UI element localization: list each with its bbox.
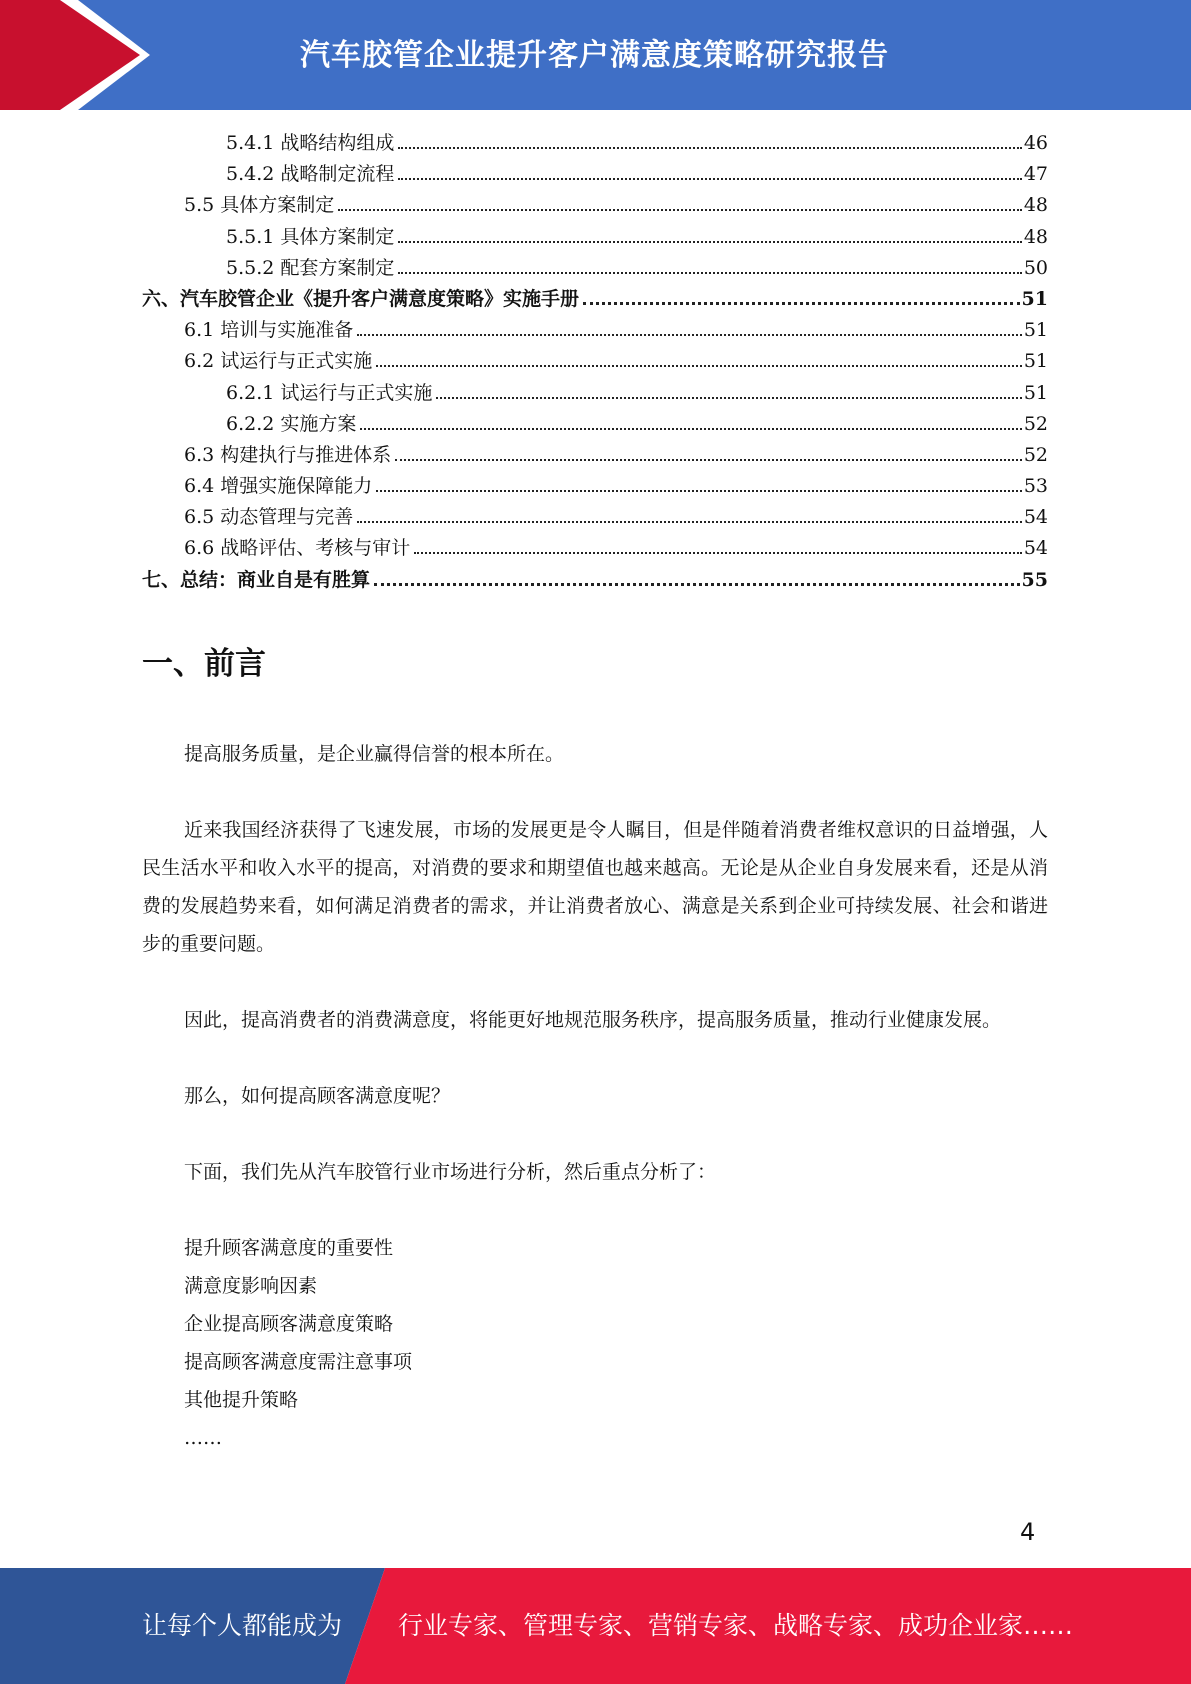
header-arrow-icon: [0, 0, 160, 110]
page-number: 4: [1020, 1518, 1036, 1546]
toc-entry-title: 6.2 试运行与正式实施: [184, 350, 373, 373]
toc-entry-title: 6.1 培训与实施准备: [184, 319, 354, 342]
toc-dot-leader: [338, 209, 1022, 211]
toc-dot-leader: [376, 490, 1022, 492]
toc-entry[interactable]: [142, 346, 1048, 377]
footer-slogan-left: 让每个人都能成为: [142, 1611, 343, 1640]
section-body: [142, 735, 1048, 1457]
toc-entry-title: 6.2.1 试运行与正式实施: [226, 381, 433, 404]
toc-entry-title: 5.5.2 配套方案制定: [226, 256, 395, 279]
footer-slogan-right: 行业专家、管理专家、营销专家、战略专家、成功企业家……: [398, 1611, 1074, 1640]
toc-entry-page: 54: [1023, 506, 1048, 529]
toc-entry-page: 50: [1023, 256, 1048, 279]
page-header: [0, 0, 1191, 110]
toc-entry-page: 46: [1023, 132, 1048, 154]
paragraph: 下面，我们先从汽车胶管行业市场进行分析，然后重点分析了：: [184, 1161, 717, 1183]
toc-entry[interactable]: [142, 565, 1048, 596]
toc-dot-leader: [583, 302, 1020, 305]
toc-entry-page: 54: [1023, 537, 1048, 560]
toc-entry[interactable]: [142, 378, 1048, 409]
toc-entry-title: 七、总结：商业自是有胜算: [142, 568, 371, 591]
analysis-list: [142, 1229, 1048, 1457]
toc-dot-leader: [398, 272, 1021, 274]
toc-entry-page: 48: [1023, 225, 1048, 248]
list-item: 提高顾客满意度需注意事项: [184, 1351, 413, 1373]
toc-entry-page: 48: [1023, 194, 1048, 217]
toc-entry[interactable]: [142, 190, 1048, 221]
toc-entry[interactable]: [142, 159, 1048, 190]
toc-entry-page: 53: [1023, 475, 1048, 498]
toc-entry[interactable]: [142, 440, 1048, 471]
toc-entry[interactable]: [142, 533, 1048, 564]
toc-entry-page: 47: [1023, 163, 1048, 186]
toc-entry-title: 5.5 具体方案制定: [184, 194, 335, 217]
toc-dot-leader: [395, 459, 1022, 461]
toc-entry-title: 6.5 动态管理与完善: [184, 506, 354, 529]
toc-entry-page: 51: [1023, 350, 1048, 373]
section-heading: 一、前言: [142, 646, 266, 682]
table-of-contents: [142, 128, 1048, 596]
toc-entry-title: 六、汽车胶管企业《提升客户满意度策略》实施手册: [142, 287, 580, 310]
toc-entry[interactable]: [142, 471, 1048, 502]
toc-dot-leader: [360, 428, 1021, 430]
toc-entry-title: 5.4.1 战略结构组成: [226, 132, 395, 154]
list-item: 提升顾客满意度的重要性: [184, 1237, 394, 1259]
toc-dot-leader: [374, 583, 1020, 586]
toc-entry[interactable]: [142, 502, 1048, 533]
toc-entry-title: 6.6 战略评估、考核与审计: [184, 537, 411, 560]
toc-entry-page: 51: [1021, 287, 1048, 310]
toc-dot-leader: [398, 178, 1021, 180]
paragraph: 提高服务质量，是企业赢得信誉的根本所在。: [184, 743, 565, 765]
toc-entry-page: 55: [1021, 568, 1048, 591]
toc-entry-title: 6.4 增强实施保障能力: [184, 475, 373, 498]
list-item: ……: [184, 1427, 222, 1449]
toc-dot-leader: [436, 397, 1021, 399]
toc-dot-leader: [398, 147, 1021, 149]
toc-entry-page: 52: [1023, 443, 1048, 466]
toc-entry-page: 52: [1023, 412, 1048, 435]
toc-entry-title: 6.3 构建执行与推进体系: [184, 443, 392, 466]
paragraph: 因此，提高消费者的消费满意度，将能更好地规范服务秩序，提高服务质量，推动行业健康发展。: [184, 1009, 1002, 1031]
toc-entry[interactable]: [142, 315, 1048, 346]
toc-entry[interactable]: [142, 128, 1048, 159]
list-item: 企业提高顾客满意度策略: [184, 1313, 394, 1335]
toc-entry[interactable]: [142, 222, 1048, 253]
toc-dot-leader: [398, 241, 1021, 243]
toc-entry-page: 51: [1023, 319, 1048, 342]
toc-entry[interactable]: [142, 284, 1048, 315]
toc-dot-leader: [357, 521, 1022, 523]
toc-entry-page: 51: [1023, 381, 1048, 404]
page-footer: [0, 1568, 1191, 1684]
toc-dot-leader: [357, 334, 1022, 336]
toc-entry-title: 5.5.1 具体方案制定: [226, 225, 395, 248]
toc-entry[interactable]: [142, 253, 1048, 284]
toc-dot-leader: [376, 365, 1022, 367]
paragraph: 近来我国经济获得了飞速发展，市场的发展更是令人瞩目，但是伴随着消费者维权意识的日益增强，人民生活水平和收入水平的提高，对消费的要求和期望值也越来越高。无论是从企业自身发展来看，还是从消费的发展趋势来看，如何满足消费者的需求，并让消费者放心、满意是关系到企业可持续发展、社会和谐进步的重要问题。: [142, 819, 1048, 955]
paragraph: 那么，如何提高顾客满意度呢？: [184, 1085, 451, 1107]
list-item: 其他提升策略: [184, 1389, 299, 1411]
toc-entry[interactable]: [142, 409, 1048, 440]
toc-dot-leader: [414, 552, 1022, 554]
toc-entry-title: 6.2.2 实施方案: [226, 412, 357, 435]
list-item: 满意度影响因素: [184, 1275, 318, 1297]
report-title: 汽车胶管企业提升客户满意度策略研究报告: [300, 38, 889, 73]
toc-entry-title: 5.4.2 战略制定流程: [226, 163, 395, 186]
